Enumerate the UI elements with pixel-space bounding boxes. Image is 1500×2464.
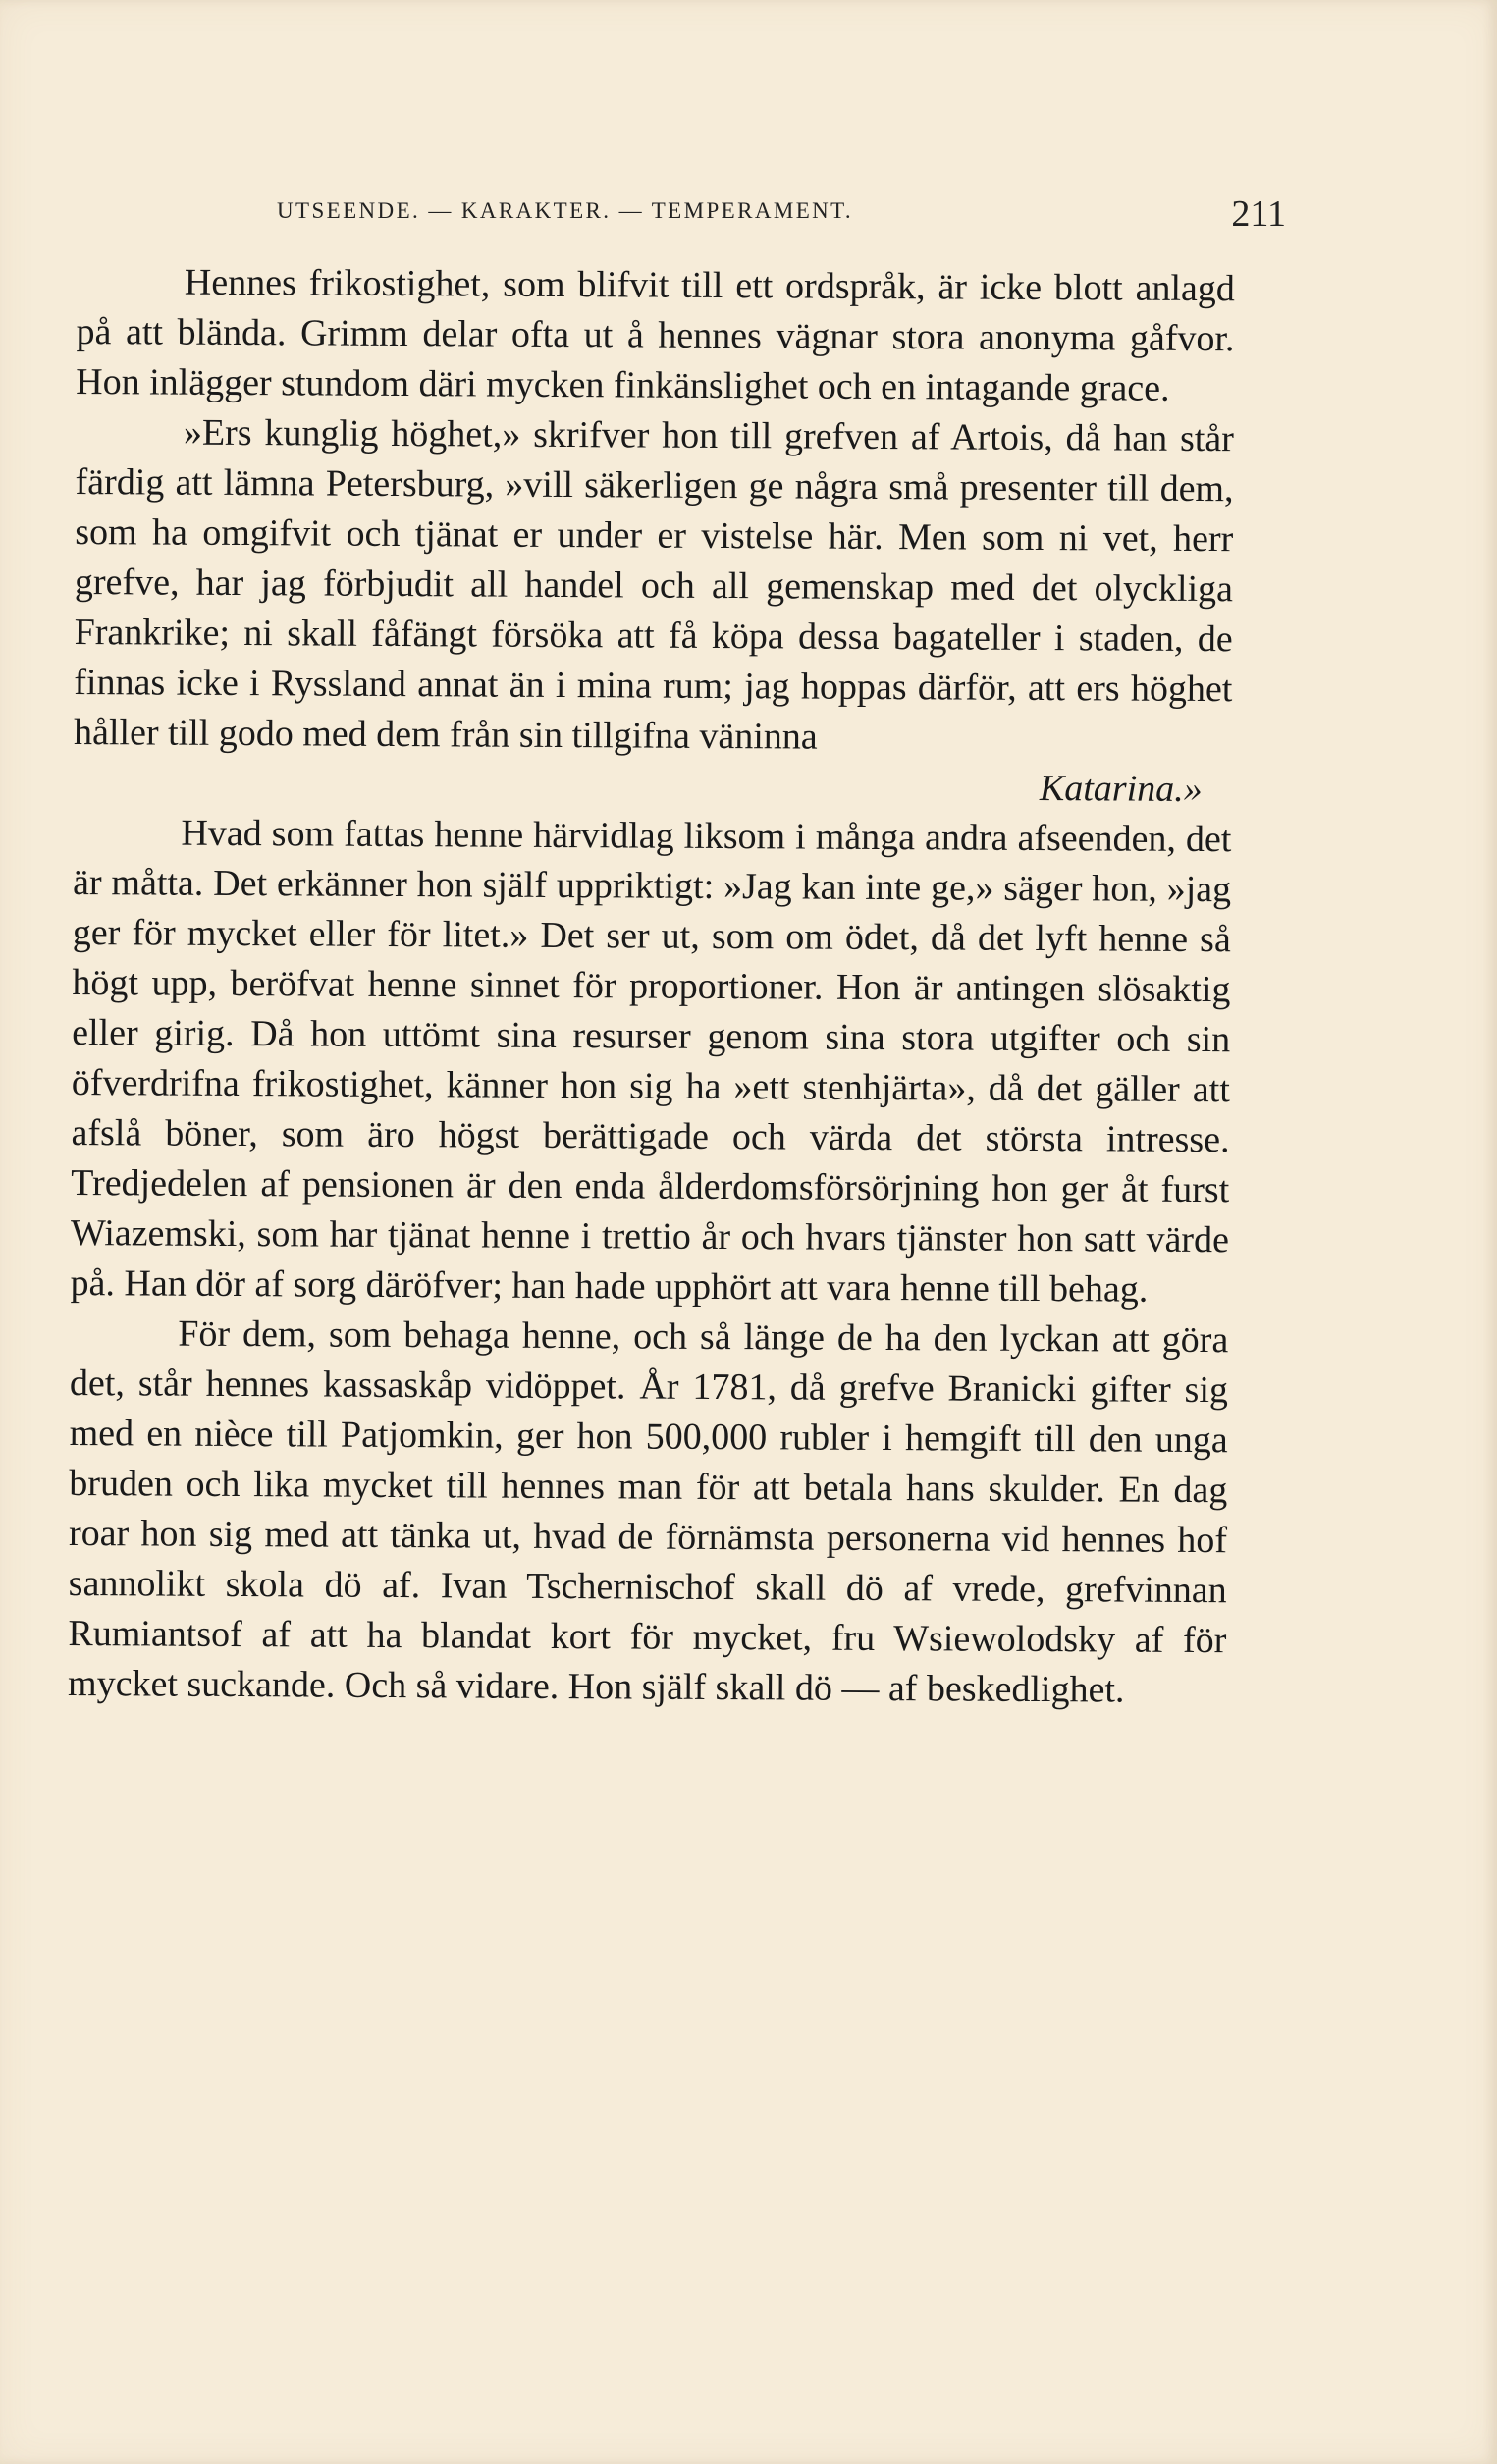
paragraph-moderation: Hvad som fattas henne härvidlag liksom i många andra afseenden, det är måtta. Det erkänner hon själf uppriktigt: »Jag kan inte ge,» säger hon, »jag ger för mycket eller för litet.» Det ser ut, som om ödet, då det lyft henne så högt upp, beröfvat henne sinnet för proportioner. Hon är antingen slösaktig eller girig. Då hon uttömt sina resurser genom sina stora utgifter och sin öfverdrifna frikostighet, känner hon sig ha »ett stenhjärta», då det gäller att afslå böner, som äro högst berättigade och värda det största intresse. Tredjedelen af pensionen är den enda ålderdomsförsörjning hon ger åt furst Wiazemski, som har tjänat henne i trettio år och hvars tjänster hon satt värde på. Han dör af sorg däröfver; han hade upphört att vara henne till behag. — [70, 812, 1232, 1311]
page-number: 211 — [1231, 193, 1286, 235]
letter-signature: Katarina.» — [1039, 768, 1203, 811]
running-head: UTSEENDE. — KARAKTER. — TEMPERAMENT. — [277, 198, 854, 223]
body-text — [65, 257, 1235, 2227]
page-header — [277, 192, 1286, 238]
paragraph-favourites: För dem, som behaga henne, och så länge de ha den lyckan att göra det, står hennes kassaskåp vidöppet. År 1781, då grefve Branicki gifter sig med en nièce till Patjomkin, ger hon 500,000 rubler i hemgift till den unga bruden och lika mycket till hennes man för att betala hans skulder. En dag roar hon sig med att tänka ut, hvad de förnämsta personerna vid hennes hof sannolikt skola dö af. Ivan Tschernischof skall dö af vrede, grefvinnan Rumiantsof af att ha blandat kort för mycket, fru Wsiewolodsky af för mycket suckande. Och så vidare. Hon själf skall dö — af beskedlighet. — [67, 1312, 1229, 1711]
paragraph-generosity: Hennes frikostighet, som blifvit till ett ordspråk, är icke blott anlagd på att bländа. Grimm delar ofta ut å hennes vägnar stora anonyma gåfvor. Hon inlägger stundom däri mycken finkänslighet och en intagande grace. — [76, 261, 1235, 409]
paragraph-letter-to-artois: »Ers kunglig höghet,» skrifver hon till grefven af Artois, då han står färdig att lämna Petersburg, »vill säkerligen ge några små presenter till dem, som ha omgifvit och tjänat er under er vistelse här. Men som ni vet, herr grefve, har jag förbjudit all handel och all gemenskap med det olyckliga Frankrike; ni skall fåfängt försöka att få köpa dessa bagateller i staden, de finnas icke i Ryssland annat än i mina rum; jag hoppas därför, att ers höghet håller till godo med dem från sin tillgifna väninna — [73, 411, 1235, 758]
